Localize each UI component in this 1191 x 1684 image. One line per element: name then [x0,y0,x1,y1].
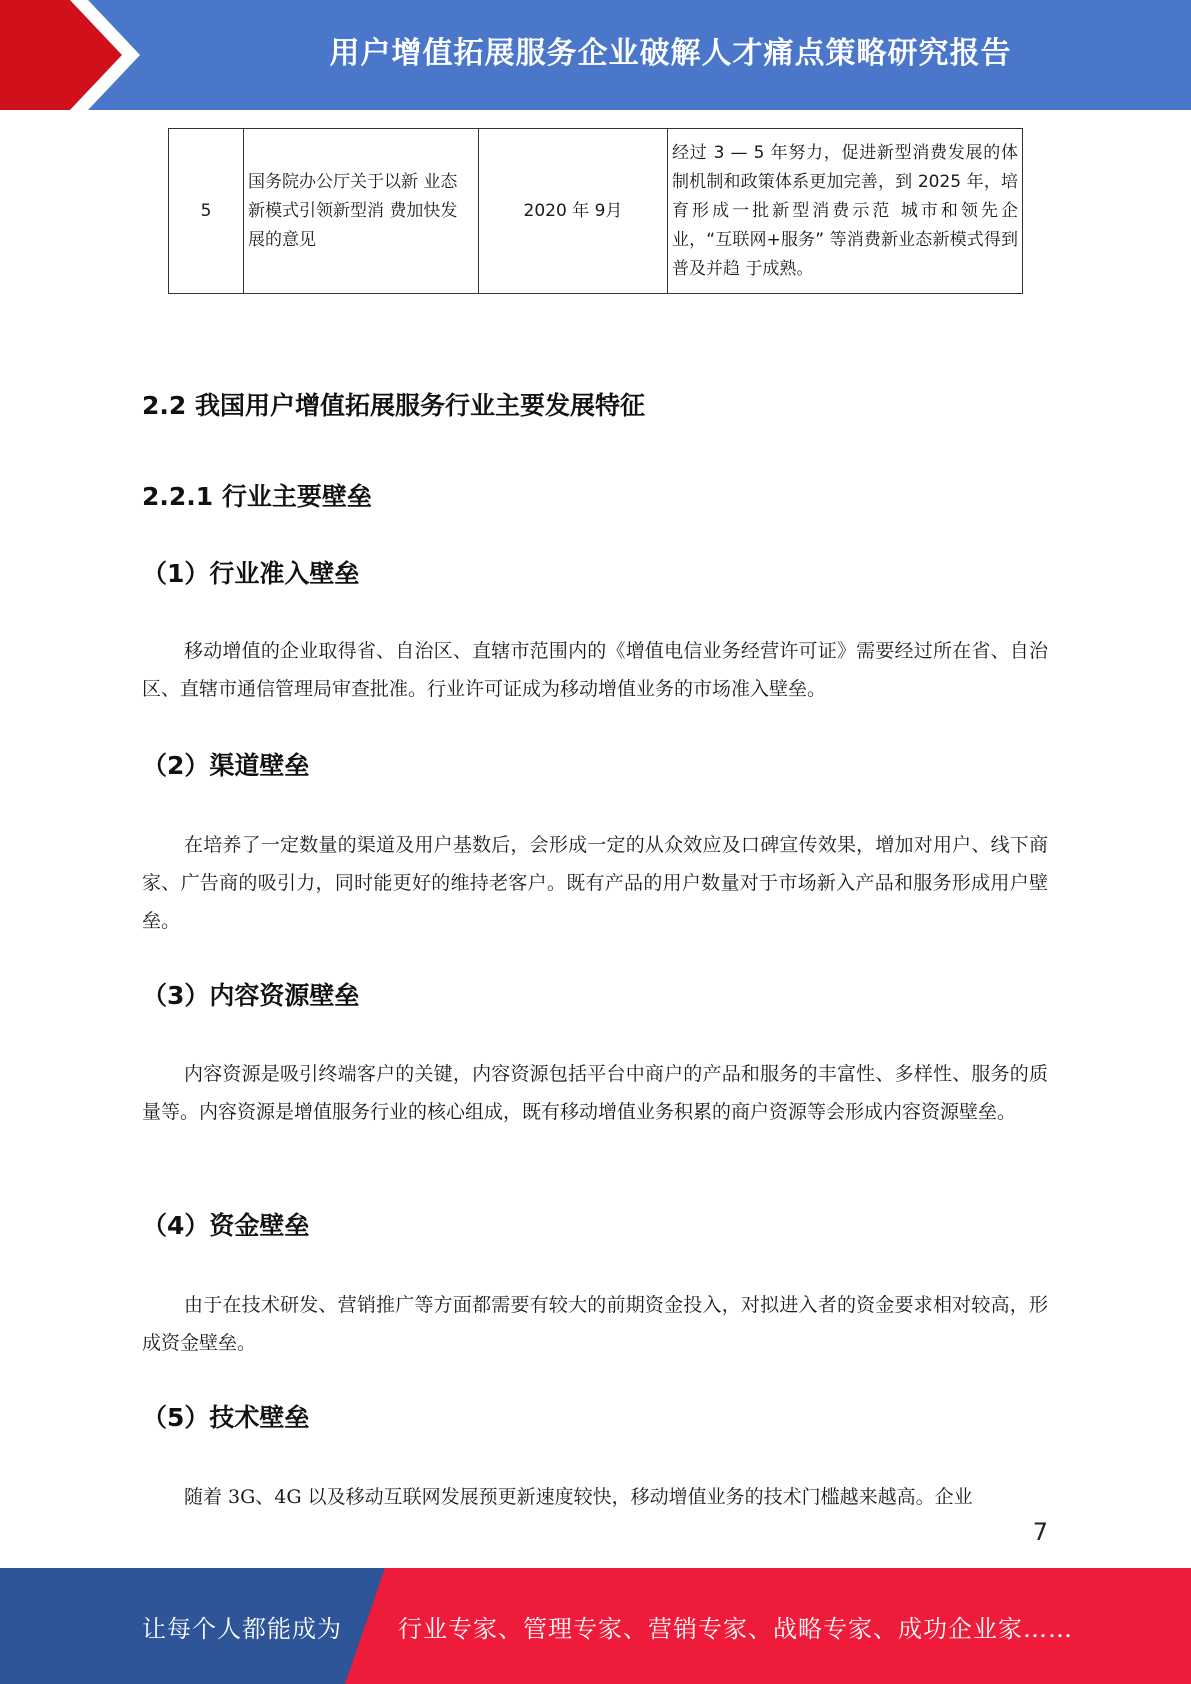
policy-title-cell: 国务院办公厅关于以新 业态新模式引领新型消 费加快发展的意见 [244,129,479,294]
policy-table [168,128,1023,294]
page-number: 7 [1032,1518,1048,1546]
policy-content-cell: 经过 3 — 5 年努力，促进新型消费发展的体制机制和政策体系更加完善，到 2025 年，培育形成一批新型消费示范 城市和领先企业，“互联网+服务” 等消费新业态新模式得到普及并趋 于成熟。 [668,129,1023,294]
barrier-paragraph-channel: 在培养了一定数量的渠道及用户基数后，会形成一定的从众效应及口碑宣传效果，增加对用户、线下商家、广告商的吸引力，同时能更好的维持老客户。既有产品的用户数量对于市场新入产品和服务形成用户壁垒。 [142,834,1048,932]
table-row [169,129,1023,294]
header-chevron-decoration [0,0,160,110]
subsection-heading: 2.2.1 行业主要壁垒 [142,482,372,511]
barrier-title-entry: （1）行业准入壁垒 [142,559,360,588]
barrier-title-channel: （2）渠道壁垒 [142,751,310,780]
footer-slogan-right: 行业专家、管理专家、营销专家、战略专家、成功企业家…… [398,1614,1073,1643]
barrier-paragraph-content: 内容资源是吸引终端客户的关键，内容资源包括平台中商户的产品和服务的丰富性、多样性、服务的质量等。内容资源是增值服务行业的核心组成，既有移动增值业务积累的商户资源等会形成内容资源壁垒。 [142,1063,1048,1123]
footer-slogan-left: 让每个人都能成为 [142,1614,342,1643]
report-title: 用户增值拓展服务企业破解人才痛点策略研究报告 [329,36,1012,71]
page-footer [0,1568,1191,1684]
row-number-cell: 5 [169,129,244,294]
barrier-title-content: （3）内容资源壁垒 [142,981,360,1010]
barrier-title-technology: （5）技术壁垒 [142,1403,310,1432]
barrier-paragraph-capital: 由于在技术研发、营销推广等方面都需要有较大的前期资金投入，对拟进入者的资金要求相对较高，形成资金壁垒。 [142,1294,1048,1354]
page-header [0,0,1191,110]
policy-date-cell: 2020 年 9月 [479,129,668,294]
barrier-paragraph-entry: 移动增值的企业取得省、自治区、直辖市范围内的《增值电信业务经营许可证》需要经过所在省、自治区、直辖市通信管理局审查批准。行业许可证成为移动增值业务的市场准入壁垒。 [142,640,1048,700]
section-heading: 2.2 我国用户增值拓展服务行业主要发展特征 [142,391,645,420]
barrier-paragraph-technology: 随着 3G、4G 以及移动互联网发展预更新速度较快，移动增值业务的技术门槛越来越高。企业 [184,1486,973,1508]
barrier-title-capital: （4）资金壁垒 [142,1211,310,1240]
